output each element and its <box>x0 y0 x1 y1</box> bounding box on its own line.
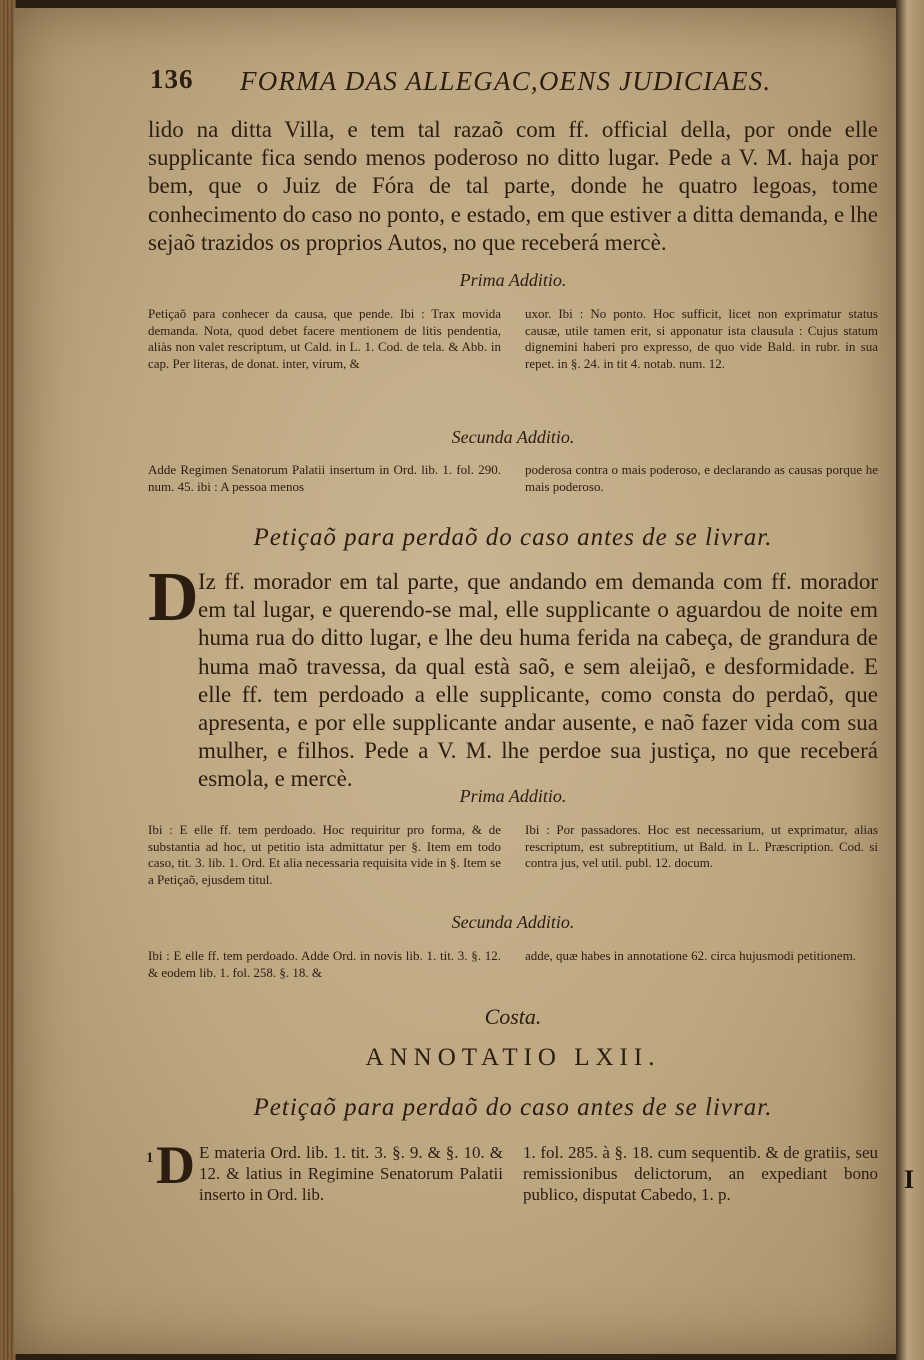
costa-label: Costa. <box>484 1004 542 1029</box>
note-right: poderosa contra o mais poderoso, e declarando as causas porque he mais poderoso. <box>525 462 878 494</box>
running-head <box>150 64 840 108</box>
additio-heading: Secunda Additio. <box>451 427 575 447</box>
note-left: Adde Regimen Senatorum Palatii insertum in Ord. lib. 1. fol. 290. num. 45. ibi : A pessoa menos <box>148 462 501 494</box>
annotatio-subtitle: Petiçaõ para perdaõ do caso antes de se livrar. <box>253 1094 773 1121</box>
additio-heading: Secunda Additio. <box>451 912 575 932</box>
drop-cap: D <box>148 559 199 636</box>
annotatio-body <box>148 1135 878 1205</box>
annotatio-left-text: E materia Ord. lib. 1. tit. 3. §. 9. & §. 10. & 12. & latius in Regimine Senatorum Palatii inserto in Ord. lib. <box>199 1143 503 1204</box>
annotatio-left <box>148 1135 503 1205</box>
additio-notes <box>148 462 878 495</box>
additio-notes <box>148 822 878 888</box>
annotatio-title: ANNOTATIO LXII. <box>365 1044 661 1071</box>
adjacent-page-glyph: I <box>904 1165 915 1194</box>
page-number: 136 <box>150 64 194 94</box>
note-left: Petiçaõ para conhecer da causa, que pende. Ibi : Trax movida demanda. Nota, quod debet facere mentionem de litis pendentia, aliàs non valet rescriptum, ut Cald. in L. 1. Cod. de tela. & Abb. in cap. Per literas, de donat. inter, virum, & <box>148 306 501 371</box>
additio-notes <box>148 306 878 372</box>
note-right: Ibi : Por passadores. Hoc est necessarium, ut exprimatur, alias rescriptum, est subreptitium, ut Bald. in L. Præscription. Cod. si contra jus, vel util. publ. 12. docum. <box>525 822 878 870</box>
book-edge-right <box>896 0 924 1360</box>
petition-text: Iz ff. morador em tal parte, que andando em demanda com ff. morador em tal lugar, e querendo-se mal, elle supplicante o aguardou de noite em huma rua do ditto lugar, e lhe deu huma ferida na cabeça, de grandura de huma maõ travessa, da qual està saõ, e sem aleijaõ, e desformidade. E elle ff. tem perdoado a elle supplicante, como consta do perdaõ, que apresenta, e por elle supplicante andar ausente, e naõ fazer vida com sua mulher, e filhos. Pede a V. M. lhe perdoe sua justiça, no que receberá esmola, e mercè. <box>198 569 878 792</box>
note-left: Ibi : E elle ff. tem perdoado. Hoc requiritur pro forma, & de substantia ad hoc, ut petitio ista admittatur per §. Item em todo caso, tit. 3. lib. 1. Ord. Et alia necessaria requisita vide in §. Item se a Petiçaõ, ejusdem titul. <box>148 822 501 887</box>
note-right: uxor. Ibi : No ponto. Hoc sufficit, licet non exprimatur status causæ, utile tamen erit, si apponatur ista clausula : Cujus statum dignemini haberi pro expresso, de quo vide Bald. in rubr. in sua repet. in §. 24. in tit 4. notab. num. 12. <box>525 306 878 371</box>
note-right: adde, quæ habes in annotatione 62. circa hujusmodi petitionem. <box>525 948 857 963</box>
petition-title: Petiçaõ para perdaõ do caso antes de se livrar. <box>253 524 773 551</box>
intro-paragraph: lido na ditta Villa, e tem tal razaõ com ff. official della, por onde elle supplicante fica sendo menos poderoso no ditto lugar. Pede a V. M. haja por bem, que o Juiz de Fóra de tal parte, donde he quatro legoas, tome conhecimento do caso no ponto, e estado, em que estiver a ditta demanda, e lhe sejaõ trazidos os proprios Autos, no que receberá mercè. <box>148 117 879 255</box>
paragraph-marker: 1 <box>146 1150 154 1166</box>
additio-heading: Prima Additio. <box>459 786 567 806</box>
additio-notes <box>148 948 878 981</box>
drop-cap: D <box>156 1135 195 1195</box>
page-title: FORMA DAS ALLEGAC,OENS JUDICIAES. <box>240 66 772 96</box>
additio-heading: Prima Additio. <box>459 270 567 290</box>
annotatio-right: 1. fol. 285. à §. 18. cum sequentib. & de gratiis, seu remissionibus delictorum, an expediant bono publico, disputat Cabedo, 1. p. <box>523 1143 878 1204</box>
note-left: Ibi : E elle ff. tem perdoado. Adde Ord. in novis lib. 1. tit. 3. §. 12. & eodem lib. 1. fol. 258. §. 18. & <box>148 948 501 980</box>
